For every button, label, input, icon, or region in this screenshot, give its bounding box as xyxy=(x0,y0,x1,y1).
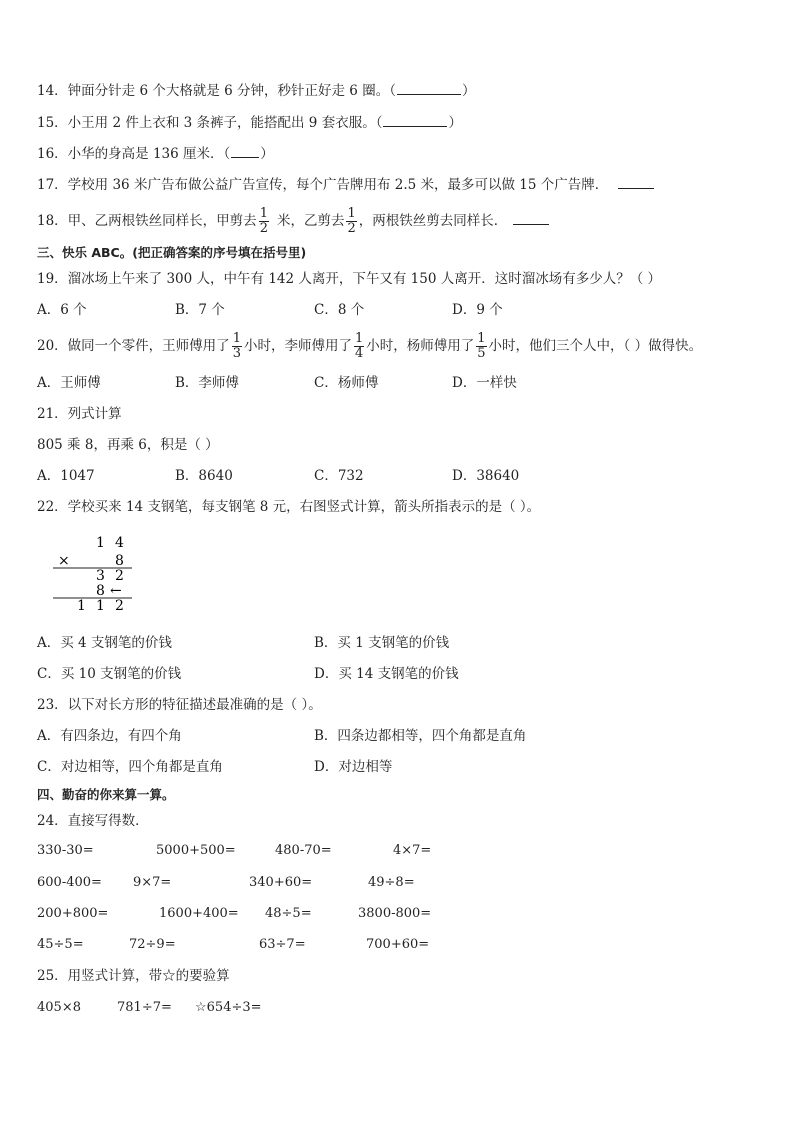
option-b[interactable]: B．7 个 xyxy=(175,302,225,318)
answer-blank[interactable] xyxy=(397,82,461,95)
option-b[interactable]: B．四条边都相等，四个角都是直角 xyxy=(314,728,527,744)
option-c[interactable]: C．对边相等，四个角都是直角 xyxy=(37,759,223,775)
question-23: 23．以下对长方形的特征描述最准确的是（ ）。 xyxy=(37,697,322,713)
option-c[interactable]: C．买 10 支钢笔的价钱 xyxy=(37,666,182,682)
question-18: 18．甲、乙两根铁丝同样长，甲剪去 $\frac{1}{2}$ 米，乙剪去 $\frac{1}{2}$ ，两根铁丝剪去同样长． xyxy=(37,206,550,236)
digit: 8 xyxy=(96,583,105,599)
question-16: 16．小华的身高是 136 厘米．（ ） xyxy=(37,146,274,162)
calc-item: 700+60= xyxy=(366,937,430,952)
answer-blank[interactable] xyxy=(383,114,447,127)
option-b[interactable]: B．8640 xyxy=(175,468,233,484)
option-b[interactable]: B．买 1 支钢笔的价钱 xyxy=(314,635,450,651)
option-d[interactable]: D．38640 xyxy=(452,468,520,484)
option-a[interactable]: A．6 个 xyxy=(37,302,87,318)
option-a[interactable]: A．王师傅 xyxy=(37,375,101,391)
digit: 8 xyxy=(115,553,124,569)
question-14: 14．钟面分针走 6 个大格就是 6 分钟，秒针正好走 6 圈。（ ） xyxy=(37,83,476,99)
calc-item: 63÷7= xyxy=(259,937,306,952)
question-21: 805 乘 8，再乘 6，积是（ ） xyxy=(37,437,219,453)
option-a[interactable]: A．有四条边，有四个角 xyxy=(37,728,182,744)
option-d[interactable]: D．买 14 支钢笔的价钱 xyxy=(314,666,459,682)
calc-item: 72÷9= xyxy=(129,937,176,952)
digit: 1 xyxy=(77,598,86,614)
times-sign: × xyxy=(58,553,70,569)
calc-item: 200+800= xyxy=(37,906,109,921)
calc-item: 405×8 xyxy=(37,1000,81,1015)
question-24-title: 24．直接写得数． xyxy=(37,813,149,829)
option-b[interactable]: B．李师傅 xyxy=(175,375,239,391)
calc-item: 330-30= xyxy=(37,843,94,858)
question-15-text: 15．小王用 2 件上衣和 3 条裤子，能搭配出 9 套衣服。（ xyxy=(37,115,383,131)
fraction: $\frac{1}{3}$ xyxy=(232,331,241,361)
answer-blank[interactable] xyxy=(618,176,654,189)
calc-item: 600-400= xyxy=(37,875,102,890)
question-15: 15．小王用 2 件上衣和 3 条裤子，能搭配出 9 套衣服。（ ） xyxy=(37,115,462,131)
calc-item: 3800-800= xyxy=(358,906,432,921)
option-d[interactable]: D．9 个 xyxy=(452,302,503,318)
digit: 2 xyxy=(115,598,124,614)
calc-item: 1600+400= xyxy=(159,906,239,921)
section-4-heading: 四、勤奋的你来算一算。 xyxy=(37,787,175,802)
option-a[interactable]: A．买 4 支钢笔的价钱 xyxy=(37,635,172,651)
calc-item: 48÷5= xyxy=(265,906,312,921)
digit: 3 xyxy=(96,568,105,584)
fraction: $\frac{1}{2}$ xyxy=(347,206,356,236)
calc-item: 340+60= xyxy=(249,875,313,890)
section-3-heading: 三、快乐 ABC。(把正确答案的序号填在括号里) xyxy=(37,245,307,260)
digit: 1 xyxy=(96,535,105,551)
question-14-text: 14．钟面分针走 6 个大格就是 6 分钟，秒针正好走 6 圈。（ xyxy=(37,83,396,99)
calc-item: 4×7= xyxy=(393,843,432,858)
question-25-title: 25．用竖式计算，带☆的要验算 xyxy=(37,968,230,984)
digit: 2 xyxy=(115,568,124,584)
option-d[interactable]: D．一样快 xyxy=(452,375,517,391)
answer-blank[interactable] xyxy=(231,145,259,158)
calc-item: ☆654÷3= xyxy=(195,1000,262,1015)
question-19: 19．溜冰场上午来了 300 人，中午有 142 人离开，下午又有 150 人离开．这时溜冰场有多少人？（ ） xyxy=(37,271,662,287)
question-17-text: 17．学校用 36 米广告布做公益广告宣传，每个广告牌用布 2.5 米，最多可以做 15 个广告牌． xyxy=(37,177,609,193)
option-c[interactable]: C．8 个 xyxy=(314,302,365,318)
calc-item: 9×7= xyxy=(133,875,172,890)
question-21-title: 21．列式计算 xyxy=(37,406,122,422)
option-c[interactable]: C．杨师傅 xyxy=(314,375,379,391)
question-20: 20．做同一个零件，王师傅用了 $\frac{1}{3}$ 小时，李师傅用了 $\frac{1}{4}$ 小时，杨师傅用了 $\frac{1}{5}$ 小时，他们三个人中，（ ）做得快。 xyxy=(37,331,703,361)
fraction: $\frac{1}{2}$ xyxy=(259,206,268,236)
vertical-multiplication xyxy=(50,532,140,614)
question-22: 22．学校买来 14 支钢笔，每支钢笔 8 元，右图竖式计算，箭头所指表示的是（ ）。 xyxy=(37,499,541,515)
calc-item: 45÷5= xyxy=(37,937,84,952)
calc-item: 480-70= xyxy=(275,843,332,858)
option-d[interactable]: D．对边相等 xyxy=(314,759,393,775)
calc-item: 5000+500= xyxy=(156,843,236,858)
digit: 1 xyxy=(96,598,105,614)
arrow-icon: ← xyxy=(110,583,122,599)
fraction: $\frac{1}{4}$ xyxy=(354,331,364,361)
option-a[interactable]: A．1047 xyxy=(37,468,95,484)
fraction: $\frac{1}{5}$ xyxy=(477,331,486,361)
calc-item: 781÷7= xyxy=(117,1000,172,1015)
option-c[interactable]: C．732 xyxy=(314,468,364,484)
answer-blank[interactable] xyxy=(513,212,549,225)
question-16-text: 16．小华的身高是 136 厘米．（ xyxy=(37,146,231,162)
digit: 4 xyxy=(115,535,124,551)
calc-item: 49÷8= xyxy=(368,875,415,890)
question-17 xyxy=(37,176,655,194)
